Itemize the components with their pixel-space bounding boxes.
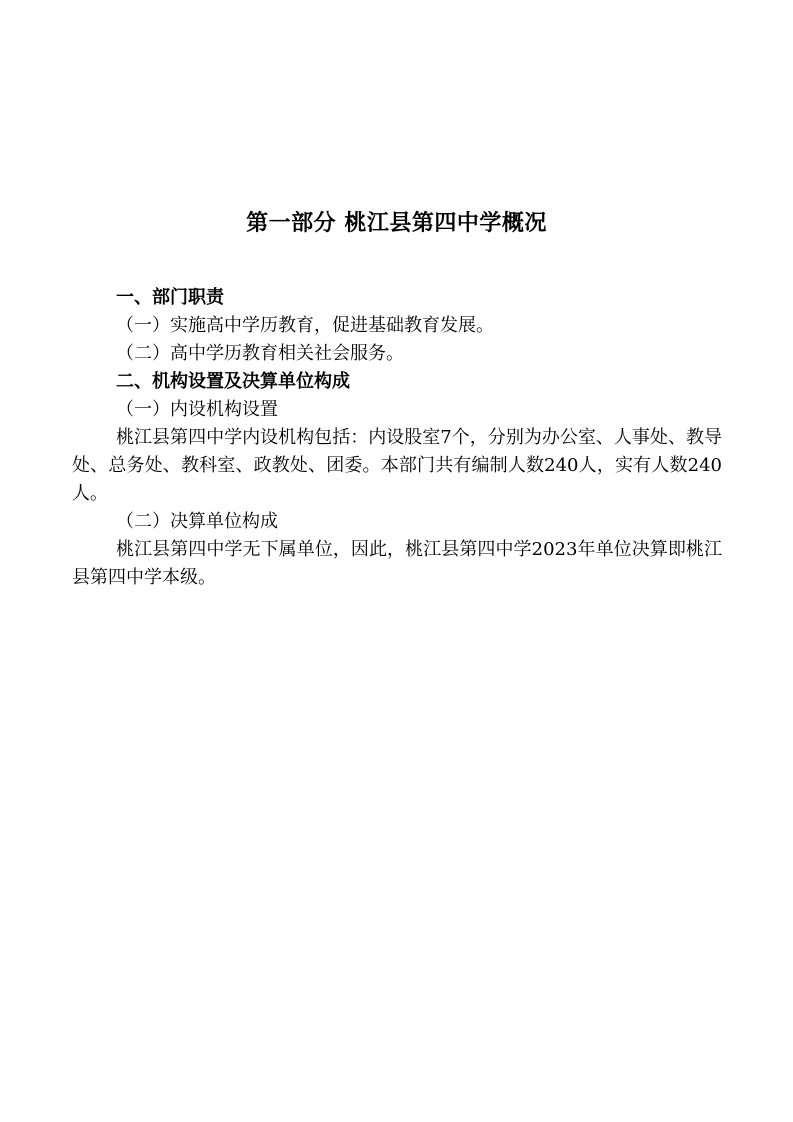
page-title: 第一部分 桃江县第四中学概况 xyxy=(246,211,547,236)
paragraph-internal-structure: 桃江县第四中学内设机构包括：内设股室7个，分别为办公室、人事处、教导处、总务处、教科室、政教处、团委。本部门共有编制人数240人，实有人数240人。 xyxy=(72,427,722,504)
paragraph-accounting-units: 桃江县第四中学无下属单位，因此，桃江县第四中学2023年单位决算即桃江县第四中学本级。 xyxy=(72,539,722,588)
section-heading-duties: 一、部门职责 xyxy=(116,287,224,308)
duty-item-1: （一）实施高中学历教育，促进基础教育发展。 xyxy=(116,315,494,336)
document-body xyxy=(72,284,722,592)
duty-item-2: （二）高中学历教育相关社会服务。 xyxy=(116,343,404,364)
section-heading-organization: 二、机构设置及决算单位构成 xyxy=(116,371,350,392)
subheading-accounting-units: （二）决算单位构成 xyxy=(116,511,278,532)
subheading-internal-structure: （一）内设机构设置 xyxy=(116,399,278,420)
